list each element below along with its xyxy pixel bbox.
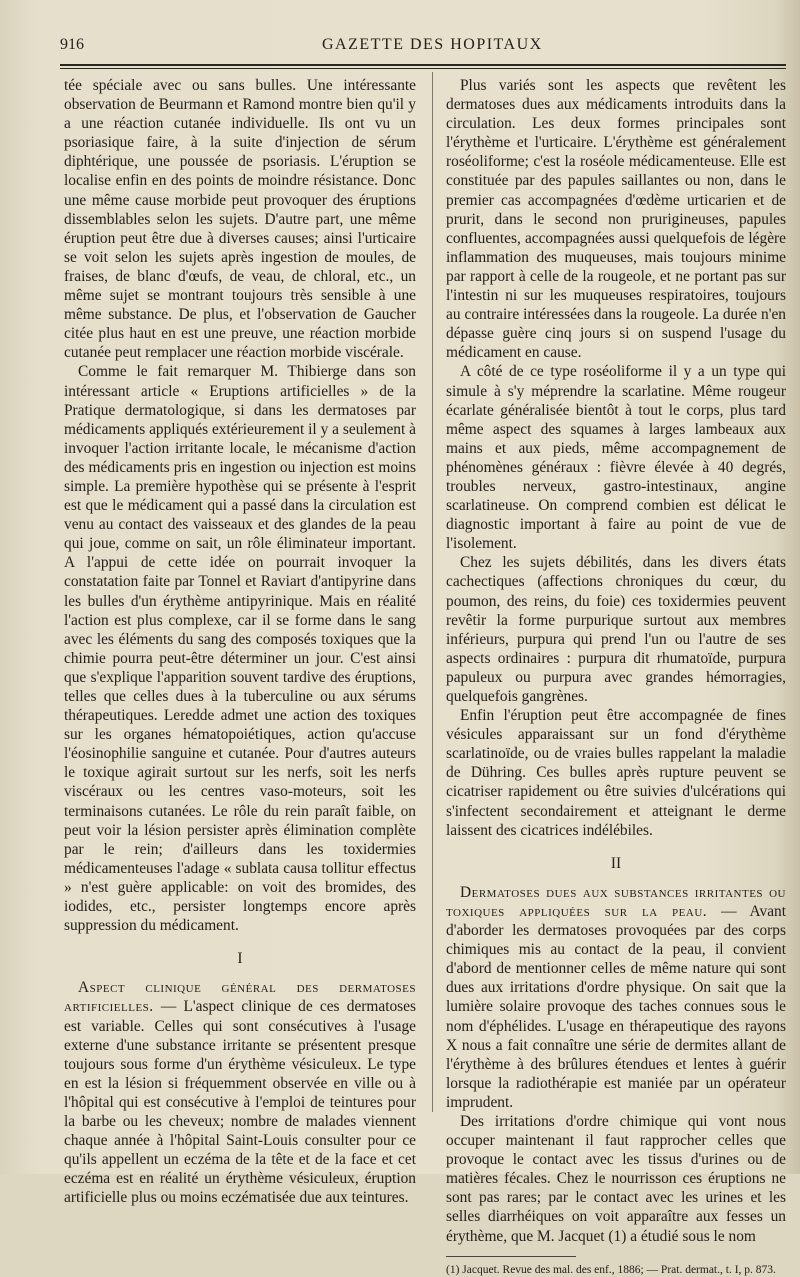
section-paragraph bbox=[64, 978, 416, 1207]
footnote: (1) Jacquet. Revue des mal. des enf., 1886; — Prat. dermat., t. I, p. 873. bbox=[446, 1263, 776, 1276]
paragraph: tée spéciale avec ou sans bulles. Une intéressante observation de Beurmann et Ramond montre bien qu'il y a une réaction cutanée individuelle. Ils ont vu un psoriasique faire, à la suite d'injection de sérum diphtérique, une poussée de psoriasis. L'éruption se localise enfin en des points de moindre résistance. Donc une même cause morbide peut provoquer des éruptions dissemblables selon les sujets. D'autre part, une même éruption peut être due à diverses causes; ainsi l'urticaire se voit selon les sujets après ingestion de moules, de fraises, de blanc d'œufs, de veau, de chloral, etc., un même sujet se montrant toujours très sensible à une même substance. De plus, et l'observation de Gaucher citée plus haut en est une preuve, une réaction morbide cutanée peut remplacer une réaction morbide viscérale. bbox=[64, 77, 416, 362]
paragraph: Des irritations d'ordre chimique qui vont nous occuper maintenant il faut rapprocher celles que provoque le contact avec les tissus d'urines ou de matières fécales. Chez le nourrisson ces éruptions ne sont pas rares; par le contact avec les urines et les selles diarrhéiques on voit apparaître aux fesses un érythème, que M. Jacquet (1) a étudié sous le nom bbox=[446, 1112, 786, 1245]
paragraph: A côté de ce type roséoliforme il y a un type qui simule à s'y méprendre la scarlatine. Même rougeur écarlate généralisée bientôt à tout le corps, plus tard même aspect des squames à larges lambeaux aux mains et aux pieds, même accompagnement de phénomènes généraux : fièvre élevée à 40 degrés, troubles nerveux, gastro-intestinaux, angine scarlatineuse. On comprend combien est délicat le diagnostic important à faire au point de vue de l'isolement. bbox=[446, 363, 786, 553]
header-rule-thin bbox=[60, 68, 786, 69]
section-heading: Dermatoses dues aux substances irritantes ou toxiques appliquées sur la peau. bbox=[446, 883, 786, 920]
paragraph-text: — Avant d'aborder les dermatoses provoquées par des corps chimiques mis au contact de la peau, il convient d'abord de mentionner celles de même nature qui sont dues aux irritations d'ordre physique. On sait que la lumière solaire provoque des taches connues sous le nom d'éphélides. L'usage en thérapeutique des rayons X nous a fait connaître une série de dermites allant de l'érythème à des brûlures étendues et lentes à guérir lorsque la radiothérapie est maniée par un opérateur imprudent. bbox=[446, 902, 787, 1111]
paragraph: Comme le fait remarquer M. Thibierge dans son intéressant article « Eruptions artificielles » de la Pratique dermatologique, si dans les dermatoses par médicaments appliqués extérieurement il y a seulement à invoquer l'action irritante locale, le mécanisme d'action des médicaments pris en ingestion ou injection est moins simple. La première hypothèse qui se présente à l'esprit est que le médicament qui a passé dans la circulation est venu au contact des vaisseaux et des glandes de la peau qui joue, comme on sait, un rôle éliminateur important. A l'appui de cette idée on pourrait invoquer la constatation faite par Tonnel et Raviart d'antipyrine dans les bulles d'un érythème antipyrinique. Mais en réalité l'action est plus complexe, car il se forme dans le sang avec les éléments du sang des composés toxiques que la chimie pourra peut-être déterminer un jour. C'est ainsi que s'explique l'apparition souvent tardive des éruptions, telles que celles dues à la tuberculine ou aux sérums thérapeutiques. Leredde admet une action des toxiques sur les organes hématopoiétiques, action qu'accuse l'éosinophilie sanguine et cutanée. Pour d'autres auteurs le toxique agirait surtout sur les nerfs, soit les nerfs viscéraux ou les centres vaso-moteurs, soit les terminaisons cutanées. Le rôle du rein paraît faible, on peut voir la lésion persister après élimination complète par le rein; d'ailleurs dans les toxidermies médicamenteuses l'adage « sublata causa tollitur effectus » n'est guère applicable: on voit des bromides, des iodides, etc., persister longtemps encore après suppression du médicament. bbox=[64, 363, 416, 935]
header-rule bbox=[60, 64, 786, 66]
paragraph: Chez les sujets débilités, dans les divers états cachectiques (affections chroniques du cœur, du poumon, des reins, du foie) ces toxidermies peuvent revêtir la forme purpurique surtout aux membres inférieurs, purpura qui prend l'un ou l'autre de ses aspects ordinaires : purpura dit rhumatoïde, purpura papuleux ou purpura avec grandes hémorragies, quelquefois gangrènes. bbox=[446, 554, 786, 705]
page-number: 916 bbox=[60, 36, 84, 53]
section-number: II bbox=[610, 854, 622, 872]
footnote-rule bbox=[446, 1256, 576, 1257]
left-column bbox=[64, 76, 416, 1207]
page-header bbox=[60, 36, 790, 56]
section-number: I bbox=[237, 950, 243, 968]
paragraph: Plus variés sont les aspects que revêtent les dermatoses dues aux médicaments introduits dans la circulation. Les deux formes principales sont l'érythème et l'urticaire. L'érythème est généralement roséoliforme; c'est la roséole médicamenteuse. Elle est constituée par des papules saillantes ou non, dans le premier cas accompagnées d'œdème urticarien et de prurit, dans le second non prurigineuses, papules confluentes, accompagnées aussi quelquefois de légère inflammation des muqueuses, mais toujours minime par rapport à celle de la rougeole, et ne portant pas sur l'intestin ni sur les muqueuses respiratoires, toujours au contraire intéressées dans la rougeole. La durée n'en dépasse guère cinq jours si on suspend l'usage du médicament en cause. bbox=[446, 77, 786, 362]
section-paragraph bbox=[446, 883, 786, 1112]
right-column bbox=[446, 76, 786, 1277]
section-heading: Aspect clinique général des dermatoses artificielles. bbox=[64, 979, 416, 1016]
column-divider bbox=[432, 72, 433, 1112]
journal-title: GAZETTE DES HOPITAUX bbox=[322, 36, 543, 53]
paragraph-text: — L'aspect clinique de ces dermatoses est variable. Celles qui sont consécutives à l'usage externe d'une substance irritante se présentent presque toujours sous forme d'un érythème vésiculeux. Le type en est la lésion si fréquemment observée en ville ou à l'hôpital qui est consécutive à l'emploi de teintures pour la barbe ou les cheveux; nombre de malades viennent chaque année à l'hôpital Saint-Louis consulter pour ce qu'ils appellent un eczéma de la tête et de la face et cet eczéma est en réalité un érythème vésiculeux, éruption artificielle plus ou moins eczématisée due aux teintures. bbox=[64, 998, 416, 1207]
paragraph: Enfin l'éruption peut être accompagnée de fines vésicules apparaissant sur un fond d'érythème scarlatinoïde, ou de vraies bulles rappelant la maladie de Dühring. Ces bulles après rupture peuvent se cicatriser rapidement ou être suivies d'ulcérations qui s'infectent secondairement et atteignant le derme laissent des cicatrices indélébiles. bbox=[446, 707, 786, 839]
